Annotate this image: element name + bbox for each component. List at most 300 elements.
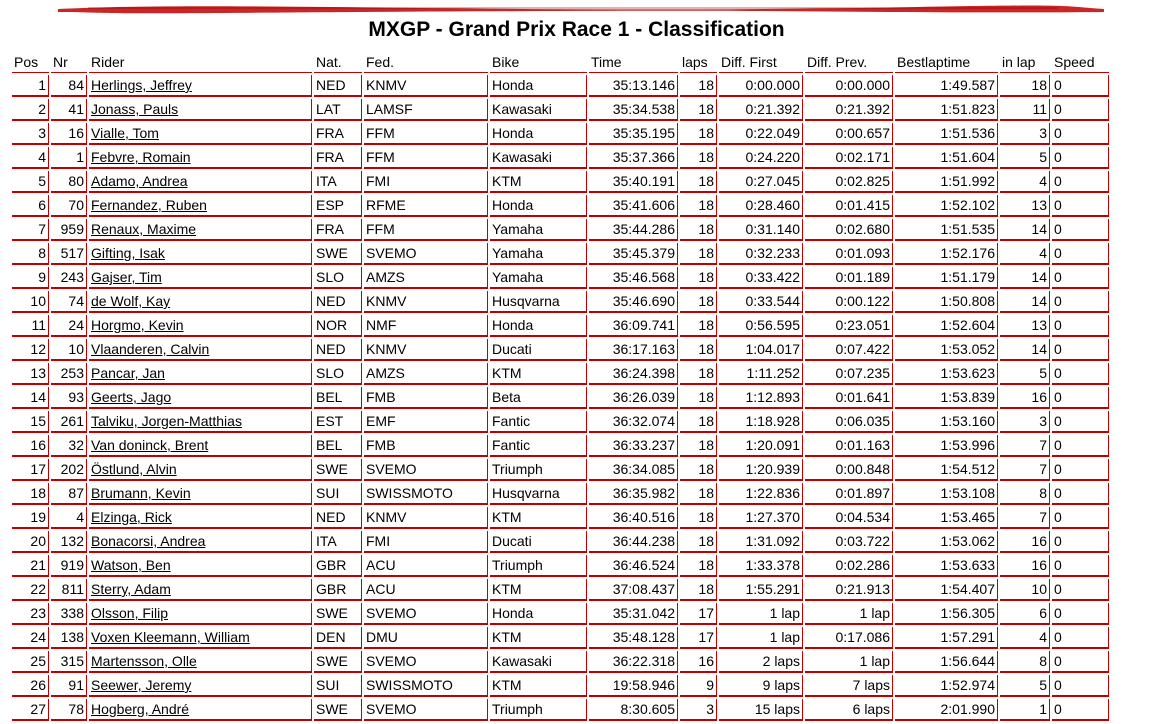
cell-bestlaptime: 1:51.179 [895,267,998,289]
cell-diff-first: 0:24.220 [719,147,803,169]
cell-nat: NED [314,339,362,361]
cell-time: 36:35.982 [589,483,678,505]
table-row [12,267,1109,289]
cell-diff-first: 1:20.091 [719,435,803,457]
cell-fed: KNMV [364,339,488,361]
header-diff-prev: Diff. Prev. [805,52,893,73]
cell-time: 35:37.366 [589,147,678,169]
cell-nr: 261 [51,411,87,433]
table-row [12,123,1109,145]
cell-bike: Honda [490,603,587,625]
cell-time: 35:13.146 [589,75,678,97]
cell-speed: 0 [1052,435,1109,457]
cell-bestlaptime: 1:54.407 [895,579,998,601]
table-row [12,243,1109,265]
cell-speed: 0 [1052,627,1109,649]
cell-in-lap: 8 [1000,651,1050,673]
cell-diff-prev: 0:00.122 [805,291,893,313]
cell-nr: 84 [51,75,87,97]
cell-pos: 18 [12,483,49,505]
cell-in-lap: 6 [1000,603,1050,625]
cell-in-lap: 11 [1000,99,1050,121]
cell-pos: 11 [12,315,49,337]
cell-pos: 4 [12,147,49,169]
cell-diff-prev: 0:02.825 [805,171,893,193]
cell-nr: 315 [51,651,87,673]
page-title: MXGP - Grand Prix Race 1 - Classification [368,18,785,41]
cell-rider [89,267,312,289]
cell-bestlaptime: 1:52.102 [895,195,998,217]
cell-speed: 0 [1052,603,1109,625]
header-in-lap: in lap [1000,52,1050,73]
cell-nat: GBR [314,555,362,577]
classification-table [10,50,1111,723]
header-speed: Speed [1052,52,1109,73]
cell-rider [89,195,312,217]
cell-bike: Triumph [490,459,587,481]
cell-time: 36:34.085 [589,459,678,481]
cell-laps: 18 [680,339,717,361]
cell-bestlaptime: 1:51.823 [895,99,998,121]
cell-diff-first: 1:55.291 [719,579,803,601]
cell-diff-first: 0:33.544 [719,291,803,313]
cell-bestlaptime: 1:54.512 [895,459,998,481]
table-row [12,411,1109,433]
cell-time: 36:24.398 [589,363,678,385]
cell-fed: SWISSMOTO [364,675,488,697]
cell-bestlaptime: 1:56.305 [895,603,998,625]
rider-link[interactable]: Martensson, Olle [91,653,197,669]
cell-time: 8:30.605 [589,699,678,721]
cell-nat: EST [314,411,362,433]
cell-pos: 7 [12,219,49,241]
cell-time: 36:09.741 [589,315,678,337]
cell-bike: Ducati [490,531,587,553]
cell-diff-first: 15 laps [719,699,803,721]
cell-bestlaptime: 1:51.536 [895,123,998,145]
cell-bestlaptime: 1:53.996 [895,435,998,457]
cell-diff-prev: 0:21.913 [805,579,893,601]
cell-fed: FMI [364,531,488,553]
header-brush-decoration [58,3,1104,15]
cell-speed: 0 [1052,459,1109,481]
rider-link[interactable]: Pancar, Jan [91,365,165,381]
table-row [12,339,1109,361]
cell-speed: 0 [1052,267,1109,289]
cell-nr: 919 [51,555,87,577]
cell-nat: GBR [314,579,362,601]
cell-time: 35:41.606 [589,195,678,217]
cell-in-lap: 8 [1000,483,1050,505]
cell-in-lap: 4 [1000,627,1050,649]
cell-diff-first: 0:22.049 [719,123,803,145]
rider-link[interactable]: Brumann, Kevin [91,485,191,501]
cell-laps: 3 [680,699,717,721]
cell-nr: 202 [51,459,87,481]
cell-bike: Triumph [490,555,587,577]
cell-time: 36:26.039 [589,387,678,409]
table-row [12,699,1109,721]
cell-diff-prev: 0:17.086 [805,627,893,649]
cell-speed: 0 [1052,99,1109,121]
cell-nat: SWE [314,459,362,481]
cell-rider [89,459,312,481]
cell-fed: ACU [364,579,488,601]
table-row [12,675,1109,697]
cell-diff-prev: 0:02.171 [805,147,893,169]
cell-diff-prev: 0:23.051 [805,315,893,337]
rider-link[interactable]: Sterry, Adam [91,581,171,597]
cell-time: 36:22.318 [589,651,678,673]
cell-pos: 9 [12,267,49,289]
rider-link[interactable]: Herlings, Jeffrey [91,77,192,93]
cell-fed: SVEMO [364,243,488,265]
cell-diff-first: 0:21.392 [719,99,803,121]
cell-laps: 18 [680,531,717,553]
cell-speed: 0 [1052,507,1109,529]
cell-diff-prev: 0:00.657 [805,123,893,145]
cell-in-lap: 14 [1000,291,1050,313]
cell-laps: 18 [680,243,717,265]
cell-pos: 13 [12,363,49,385]
cell-rider [89,435,312,457]
cell-speed: 0 [1052,651,1109,673]
cell-fed: FFM [364,147,488,169]
cell-nat: SWE [314,699,362,721]
cell-time: 35:45.379 [589,243,678,265]
cell-pos: 19 [12,507,49,529]
rider-link[interactable]: Vialle, Tom [91,125,159,141]
table-row [12,147,1109,169]
table-row [12,99,1109,121]
cell-laps: 9 [680,675,717,697]
cell-nr: 132 [51,531,87,553]
cell-diff-prev: 0:03.722 [805,531,893,553]
cell-bestlaptime: 1:52.176 [895,243,998,265]
cell-time: 35:31.042 [589,603,678,625]
cell-laps: 18 [680,507,717,529]
cell-nat: SWE [314,651,362,673]
cell-in-lap: 14 [1000,219,1050,241]
header-time: Time [589,52,678,73]
table-body [12,75,1109,721]
rider-link[interactable]: Gifting, Isak [91,245,165,261]
rider-link[interactable]: Olsson, Filip [91,605,169,621]
rider-link[interactable]: Seewer, Jeremy [91,677,192,693]
cell-nat: ITA [314,171,362,193]
cell-diff-first: 0:31.140 [719,219,803,241]
cell-nat: NOR [314,315,362,337]
cell-rider [89,531,312,553]
cell-diff-prev: 0:01.897 [805,483,893,505]
cell-laps: 18 [680,195,717,217]
cell-diff-prev: 0:00.848 [805,459,893,481]
cell-pos: 26 [12,675,49,697]
cell-diff-prev: 0:01.189 [805,267,893,289]
cell-laps: 18 [680,267,717,289]
cell-time: 35:46.690 [589,291,678,313]
cell-diff-first: 1 lap [719,603,803,625]
cell-pos: 27 [12,699,49,721]
cell-fed: DMU [364,627,488,649]
cell-bike: Kawasaki [490,99,587,121]
cell-diff-first: 1 lap [719,627,803,649]
cell-diff-prev: 0:07.422 [805,339,893,361]
cell-pos: 3 [12,123,49,145]
cell-speed: 0 [1052,699,1109,721]
cell-in-lap: 16 [1000,555,1050,577]
cell-fed: NMF [364,315,488,337]
cell-pos: 12 [12,339,49,361]
cell-laps: 18 [680,99,717,121]
rider-link[interactable]: Vlaanderen, Calvin [91,341,210,357]
cell-bike: Fantic [490,411,587,433]
cell-nr: 4 [51,507,87,529]
cell-bike: Honda [490,315,587,337]
rider-link[interactable]: Hogberg, André [91,701,190,717]
cell-pos: 2 [12,99,49,121]
cell-rider [89,651,312,673]
cell-laps: 18 [680,555,717,577]
cell-nr: 10 [51,339,87,361]
table-row [12,483,1109,505]
cell-bike: Ducati [490,339,587,361]
cell-fed: ACU [364,555,488,577]
cell-pos: 14 [12,387,49,409]
cell-time: 36:17.163 [589,339,678,361]
cell-rider [89,75,312,97]
cell-bike: Honda [490,195,587,217]
cell-speed: 0 [1052,147,1109,169]
cell-rider [89,315,312,337]
table-row [12,291,1109,313]
cell-bike: KTM [490,675,587,697]
table-row [12,171,1109,193]
cell-time: 37:08.437 [589,579,678,601]
cell-pos: 20 [12,531,49,553]
cell-diff-prev: 7 laps [805,675,893,697]
cell-time: 35:34.538 [589,99,678,121]
cell-fed: RFME [364,195,488,217]
rider-link[interactable]: Adamo, Andrea [91,173,188,189]
table-row [12,531,1109,553]
rider-link[interactable]: Gajser, Tim [91,269,162,285]
cell-fed: KNMV [364,75,488,97]
cell-nat: LAT [314,99,362,121]
rider-link[interactable]: Östlund, Alvin [91,461,177,477]
cell-nat: DEN [314,627,362,649]
cell-nat: FRA [314,123,362,145]
cell-pos: 17 [12,459,49,481]
table-row [12,627,1109,649]
header-nat: Nat. [314,52,362,73]
rider-link[interactable]: Watson, Ben [91,557,171,573]
cell-bike: Beta [490,387,587,409]
cell-bestlaptime: 1:53.052 [895,339,998,361]
cell-nr: 253 [51,363,87,385]
cell-diff-prev: 0:00.000 [805,75,893,97]
cell-diff-first: 1:11.252 [719,363,803,385]
cell-bestlaptime: 1:51.604 [895,147,998,169]
cell-bestlaptime: 1:49.587 [895,75,998,97]
cell-in-lap: 5 [1000,147,1050,169]
cell-bestlaptime: 1:50.808 [895,291,998,313]
rider-link[interactable]: de Wolf, Kay [91,293,171,309]
cell-in-lap: 14 [1000,339,1050,361]
cell-bike: Yamaha [490,243,587,265]
cell-diff-first: 1:18.928 [719,411,803,433]
rider-link[interactable]: Bonacorsi, Andrea [91,533,206,549]
cell-diff-prev: 0:02.680 [805,219,893,241]
cell-laps: 18 [680,483,717,505]
cell-speed: 0 [1052,315,1109,337]
cell-fed: FMB [364,435,488,457]
cell-rider [89,675,312,697]
cell-bestlaptime: 2:01.990 [895,699,998,721]
cell-nat: SUI [314,675,362,697]
cell-fed: SVEMO [364,699,488,721]
cell-speed: 0 [1052,675,1109,697]
cell-laps: 18 [680,219,717,241]
cell-bestlaptime: 1:53.062 [895,531,998,553]
cell-diff-prev: 0:02.286 [805,555,893,577]
rider-link[interactable]: Jonass, Pauls [91,101,179,117]
cell-nr: 16 [51,123,87,145]
cell-time: 36:46.524 [589,555,678,577]
cell-speed: 0 [1052,75,1109,97]
cell-bike: KTM [490,627,587,649]
cell-nat: NED [314,291,362,313]
header-laps: laps [680,52,717,73]
rider-link[interactable]: Elzinga, Rick [91,509,172,525]
cell-nat: FRA [314,147,362,169]
cell-nat: BEL [314,387,362,409]
cell-diff-first: 0:33.422 [719,267,803,289]
cell-in-lap: 5 [1000,363,1050,385]
cell-rider [89,219,312,241]
cell-diff-first: 1:12.893 [719,387,803,409]
cell-nr: 93 [51,387,87,409]
cell-bestlaptime: 1:57.291 [895,627,998,649]
cell-time: 35:46.568 [589,267,678,289]
cell-pos: 24 [12,627,49,649]
cell-pos: 22 [12,579,49,601]
cell-in-lap: 13 [1000,195,1050,217]
cell-nr: 1 [51,147,87,169]
cell-rider [89,627,312,649]
cell-bike: KTM [490,171,587,193]
cell-pos: 16 [12,435,49,457]
cell-pos: 10 [12,291,49,313]
cell-fed: FMI [364,171,488,193]
cell-nr: 138 [51,627,87,649]
cell-diff-prev: 1 lap [805,603,893,625]
cell-laps: 18 [680,411,717,433]
cell-time: 35:44.286 [589,219,678,241]
cell-diff-prev: 0:01.093 [805,243,893,265]
cell-diff-first: 1:04.017 [719,339,803,361]
cell-diff-prev: 0:21.392 [805,99,893,121]
table-row [12,507,1109,529]
cell-rider [89,291,312,313]
cell-in-lap: 13 [1000,315,1050,337]
table-row [12,219,1109,241]
cell-nat: ITA [314,531,362,553]
cell-in-lap: 3 [1000,411,1050,433]
cell-speed: 0 [1052,123,1109,145]
rider-link[interactable]: Febvre, Romain [91,149,191,165]
cell-speed: 0 [1052,579,1109,601]
cell-in-lap: 10 [1000,579,1050,601]
cell-diff-first: 0:00.000 [719,75,803,97]
cell-nr: 70 [51,195,87,217]
cell-diff-first: 1:33.378 [719,555,803,577]
rider-link[interactable]: Talviku, Jorgen-Matthias [91,413,242,429]
rider-link[interactable]: Fernandez, Ruben [91,197,207,213]
cell-time: 35:40.191 [589,171,678,193]
cell-diff-prev: 1 lap [805,651,893,673]
cell-nr: 811 [51,579,87,601]
cell-fed: SVEMO [364,651,488,673]
cell-speed: 0 [1052,243,1109,265]
cell-nat: SUI [314,483,362,505]
cell-nr: 74 [51,291,87,313]
cell-fed: SWISSMOTO [364,483,488,505]
cell-diff-first: 1:20.939 [719,459,803,481]
cell-pos: 6 [12,195,49,217]
cell-in-lap: 14 [1000,267,1050,289]
cell-laps: 18 [680,459,717,481]
cell-laps: 18 [680,387,717,409]
cell-bike: Triumph [490,699,587,721]
cell-bestlaptime: 1:52.974 [895,675,998,697]
cell-nat: SLO [314,363,362,385]
cell-time: 36:33.237 [589,435,678,457]
cell-fed: FFM [364,123,488,145]
cell-time: 36:40.516 [589,507,678,529]
rider-link[interactable]: Voxen Kleemann, William [91,629,250,645]
table-row [12,363,1109,385]
rider-link[interactable]: Van doninck, Brent [91,437,209,453]
cell-fed: FFM [364,219,488,241]
cell-diff-first: 0:27.045 [719,171,803,193]
cell-time: 35:35.195 [589,123,678,145]
cell-speed: 0 [1052,531,1109,553]
cell-in-lap: 3 [1000,123,1050,145]
rider-link[interactable]: Geerts, Jago [91,389,172,405]
rider-link[interactable]: Horgmo, Kevin [91,317,184,333]
header-nr: Nr [51,52,87,73]
table-row [12,651,1109,673]
cell-pos: 1 [12,75,49,97]
cell-rider [89,411,312,433]
cell-bike: Husqvarna [490,291,587,313]
cell-nat: BEL [314,435,362,457]
cell-nat: ESP [314,195,362,217]
table-row [12,195,1109,217]
cell-fed: AMZS [364,267,488,289]
cell-pos: 15 [12,411,49,433]
header-bestlaptime: Bestlaptime [895,52,998,73]
cell-in-lap: 16 [1000,531,1050,553]
cell-time: 36:32.074 [589,411,678,433]
cell-diff-prev: 6 laps [805,699,893,721]
rider-link[interactable]: Renaux, Maxime [91,221,197,237]
cell-diff-prev: 0:06.035 [805,411,893,433]
cell-speed: 0 [1052,483,1109,505]
header-bike: Bike [490,52,587,73]
cell-diff-prev: 0:01.641 [805,387,893,409]
